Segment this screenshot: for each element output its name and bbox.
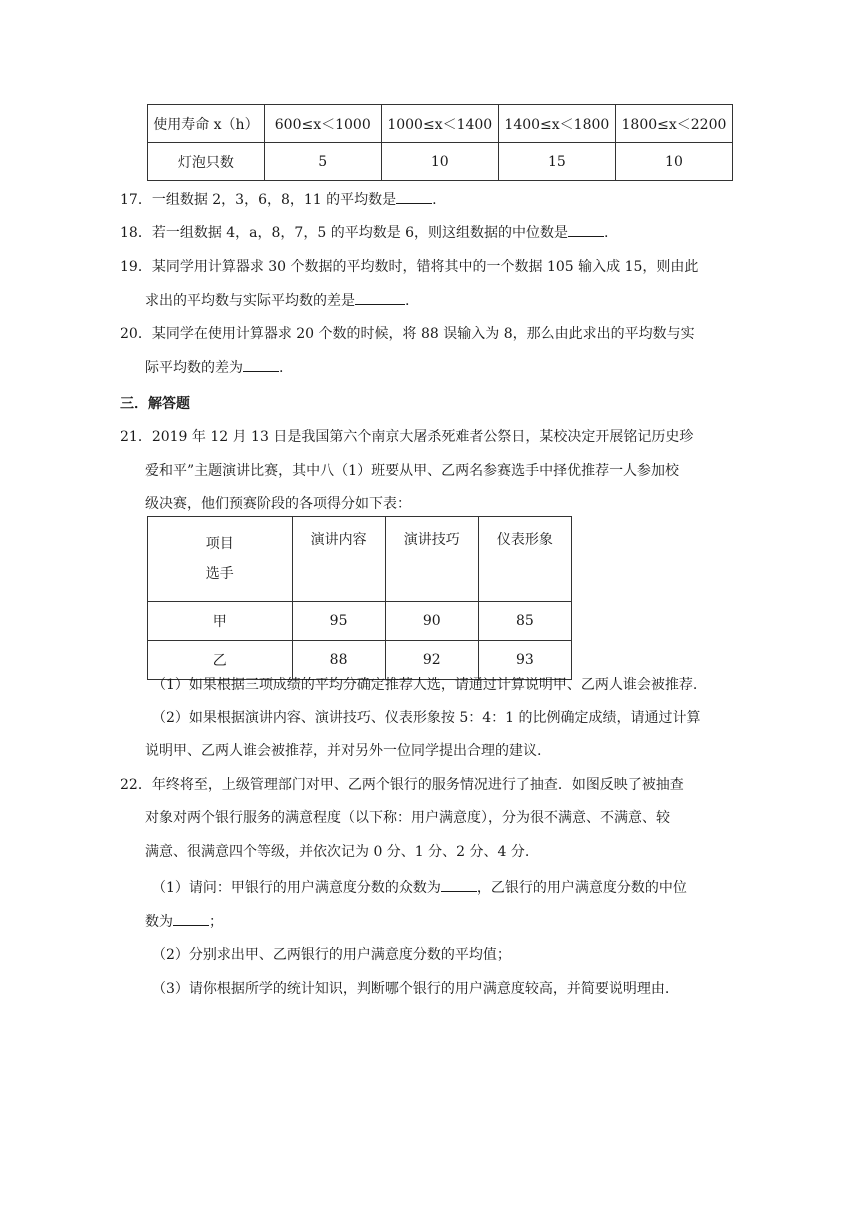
- answer-blank[interactable]: [243, 357, 279, 372]
- question-text: 18．若一组数据 4，a，8，7，5 的平均数是 6，则这组数据的中位数是: [120, 225, 569, 241]
- question-18: [120, 222, 609, 243]
- punctuation: ；: [209, 914, 223, 930]
- table-cell: 92: [385, 641, 478, 680]
- table-cell: 95: [292, 602, 385, 641]
- question-text: 数为: [145, 914, 173, 930]
- table-header-cell: 1000≤x＜1400: [381, 105, 498, 143]
- question-22-part2: （2）分别求出甲、乙两银行的用户满意度分数的平均值；: [152, 947, 511, 963]
- question-text: （1）请问：甲银行的用户满意度分数的众数为: [152, 880, 441, 896]
- question-20-line2: [145, 357, 283, 378]
- table-cell: 甲: [148, 602, 293, 641]
- contest-score-table: [147, 516, 572, 680]
- table-cell: 88: [292, 641, 385, 680]
- table-header-cell: 600≤x＜1000: [264, 105, 381, 143]
- table-header-cell: 仪表形象: [478, 517, 571, 602]
- table-header-cell: 1400≤x＜1800: [498, 105, 615, 143]
- question-21-line1: 21．2019 年 12 月 13 日是我国第六个南京大屠杀死难者公祭日，某校决定开展铭记历史珍: [120, 429, 694, 445]
- question-22-line3: 满意、很满意四个等级，并依次记为 0 分、1 分、2 分、4 分.: [145, 844, 530, 860]
- question-text: ，乙银行的用户满意度分数的中位: [476, 880, 687, 896]
- punctuation: .: [279, 360, 284, 376]
- punctuation: .: [604, 225, 609, 241]
- table-cell: 15: [498, 143, 615, 181]
- question-text: 际平均数的差为: [145, 360, 243, 376]
- bulb-lifetime-table: [147, 104, 733, 181]
- corner-label-player: 选手: [205, 566, 234, 582]
- table-cell: 93: [478, 641, 571, 680]
- table-cell: 10: [381, 143, 498, 181]
- question-22-part3: （3）请你根据所学的统计知识，判断哪个银行的用户满意度较高，并简要说明理由.: [152, 981, 670, 997]
- table-cell: 乙: [148, 641, 293, 680]
- table-row: [148, 143, 733, 181]
- question-21-part2-line2: 说明甲、乙两人谁会被推荐，并对另外一位同学提出合理的建议.: [145, 743, 542, 759]
- table-cell: 10: [615, 143, 732, 181]
- question-22-line2: 对象对两个银行服务的满意程度（以下称：用户满意度），分为很不满意、不满意、较: [145, 810, 670, 826]
- question-text: 17．一组数据 2，3，6，8，11 的平均数是: [120, 192, 397, 208]
- question-22-part1-line1: [152, 877, 687, 898]
- question-22-line1: 22．年终将至，上级管理部门对甲、乙两个银行的服务情况进行了抽查．如图反映了被抽查: [120, 777, 684, 793]
- answer-blank[interactable]: [355, 290, 405, 305]
- question-21-line3: 级决赛，他们预赛阶段的各项得分如下表：: [145, 496, 411, 512]
- punctuation: .: [432, 192, 437, 208]
- question-21-line2: 爱和平”主题演讲比赛，其中八（1）班要从甲、乙两名参赛选手中择优推荐一人参加校: [145, 463, 680, 479]
- question-21-part2-line1: （2）如果根据演讲内容、演讲技巧、仪表形象按 5：4：1 的比例确定成绩，请通过计算: [152, 710, 701, 726]
- table-cell: 灯泡只数: [148, 143, 265, 181]
- table-row: [148, 517, 572, 602]
- answer-blank[interactable]: [568, 222, 604, 237]
- question-21-part1: （1）如果根据三项成绩的平均分确定推荐人选，请通过计算说明甲、乙两人谁会被推荐.: [152, 677, 698, 693]
- table-row: [148, 641, 572, 680]
- corner-label-item: 项目: [205, 536, 234, 552]
- question-17: [120, 189, 437, 210]
- table-header-cell: 1800≤x＜2200: [615, 105, 732, 143]
- table-cell: 85: [478, 602, 571, 641]
- answer-blank[interactable]: [441, 877, 477, 892]
- table-row: [148, 105, 733, 143]
- question-text: 求出的平均数与实际平均数的差是: [145, 293, 355, 309]
- corner-header-cell: [148, 517, 293, 602]
- table-row: [148, 602, 572, 641]
- question-22-part1-line2: [145, 911, 223, 932]
- section-heading: 三．解答题: [120, 396, 190, 412]
- table-cell: 90: [385, 602, 478, 641]
- answer-blank[interactable]: [396, 189, 432, 204]
- question-20-line1: 20．某同学在使用计算器求 20 个数的时候，将 88 误输入为 8，那么由此求出的平均数与实: [120, 326, 695, 342]
- question-19-line2: [145, 290, 409, 311]
- answer-blank[interactable]: [173, 911, 209, 926]
- punctuation: .: [405, 293, 410, 309]
- table-header-cell: 使用寿命 x（h）: [148, 105, 265, 143]
- table-header-cell: 演讲内容: [292, 517, 385, 602]
- table-header-cell: 演讲技巧: [385, 517, 478, 602]
- table-cell: 5: [264, 143, 381, 181]
- question-19-line1: 19．某同学用计算器求 30 个数据的平均数时，错将其中的一个数据 105 输入成 15，则由此: [120, 259, 699, 275]
